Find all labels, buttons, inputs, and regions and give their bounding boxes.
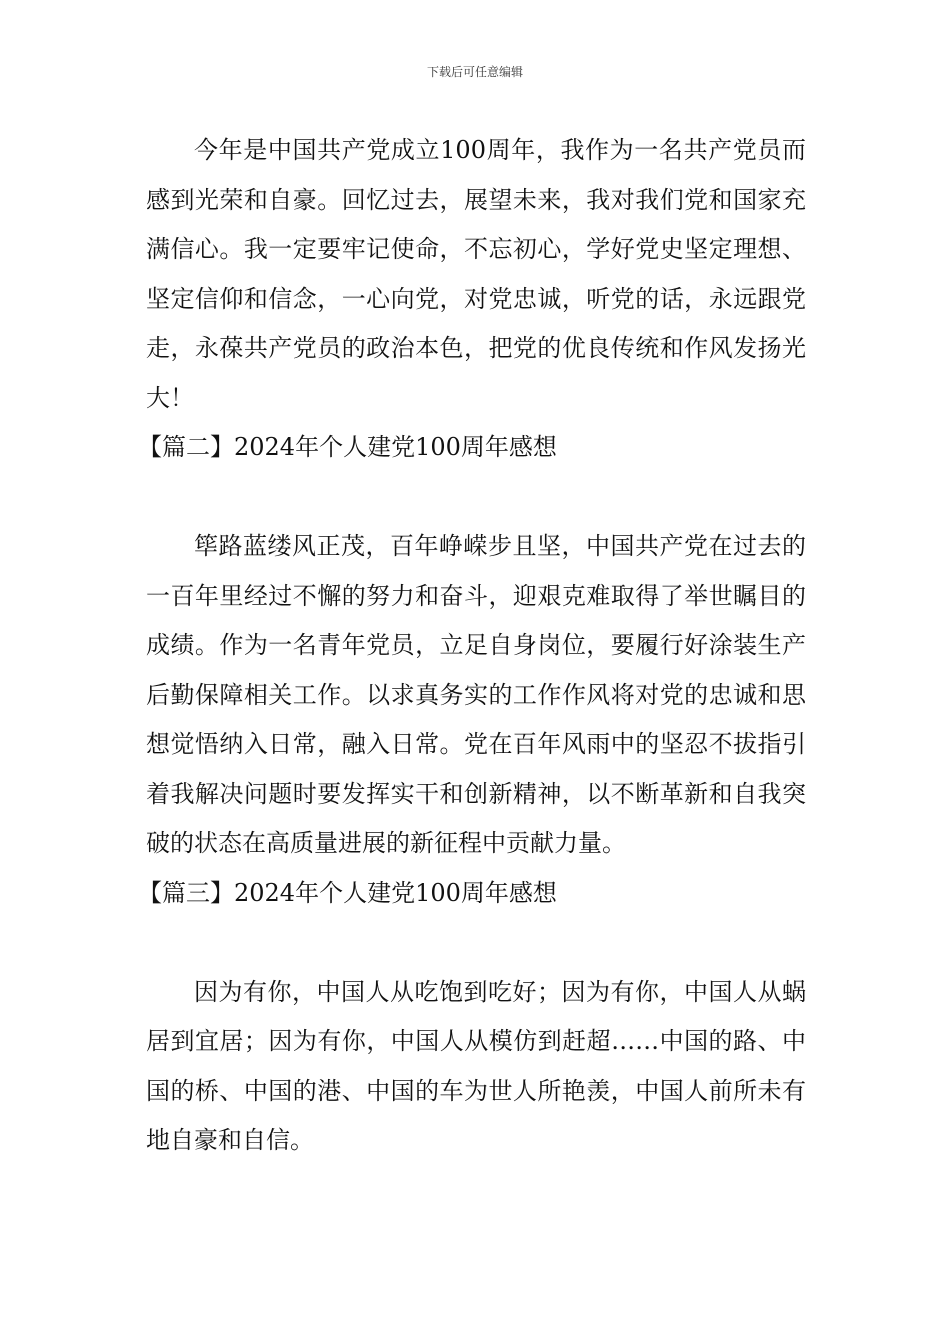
section-heading-part-two: 【篇二】2024年个人建党100周年感想 [138,433,557,461]
section-heading-part-three: 【篇三】2024年个人建党100周年感想 [138,878,557,907]
page-header-note: 下载后可任意编辑 [426,65,523,79]
blank-line [146,918,806,968]
blank-line [146,473,806,523]
paragraph-part-two: 筚路蓝缕风正茂，百年峥嵘步且坚，中国共产党在过去的一百年里经过不懈的努力和奋斗，迎艰克难取得了举世瞩目的成绩。作为一名青年党员，立足自身岗位，要履行好涂装生产后勤保障相关工作。以求真务实的工作作风将对党的忠诚和思想觉悟纳入日常，融入日常。党在百年风雨中的坚忍不拔指引着我解决问题时要发挥实干和创新精神，以不断革新和自我突破的状态在高质量进展的新征程中贡献力量。 [146,532,806,857]
paragraph-part-three: 因为有你，中国人从吃饱到吃好；因为有你，中国人从蜗居到宜居；因为有你，中国人从模仿到赶超……中国的路、中国的桥、中国的港、中国的车为世人所艳羡，中国人前所未有地自豪和自信。 [146,977,806,1154]
paragraph-intro: 今年是中国共产党成立100周年，我作为一名共产党员而感到光荣和自豪。回忆过去，展望未来，我对我们党和国家充满信心。我一定要牢记使命，不忘初心，学好党史坚定理想、坚定信仰和信念，一心向党，对党忠诚，听党的话，永远跟党走，永葆共产党员的政治本色，把党的优良传统和作风发扬光大！ [146,136,806,412]
document-body [138,126,806,1166]
